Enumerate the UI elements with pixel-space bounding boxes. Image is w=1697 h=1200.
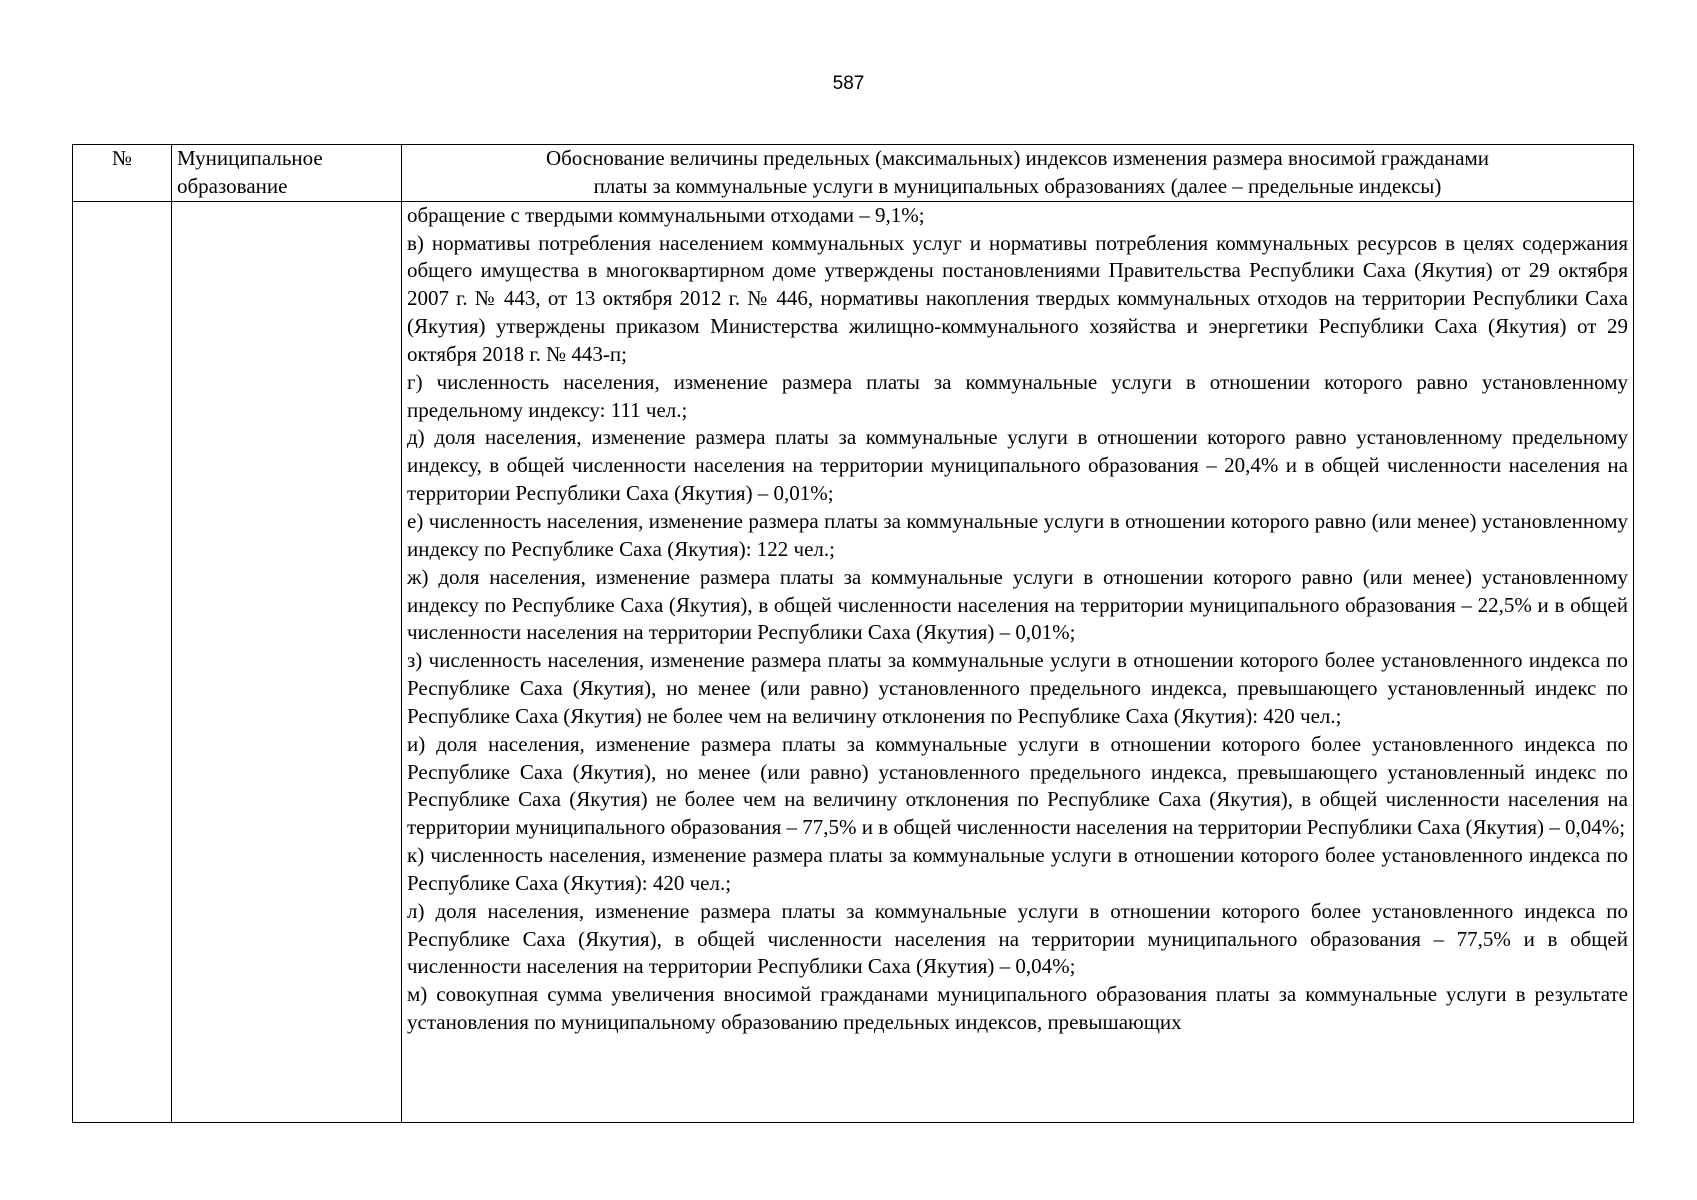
header-justification (402, 145, 1634, 202)
header-municipality-line-1: Муниципальное (177, 146, 323, 170)
paragraph-item: л) доля населения, изменение размера платы за коммунальные услуги в отношении которого более установленного индекса по Республике Саха (Якутия), в общей численности населения на территории муниципального образования – 77,5% и в общей численности населения на территории Республики Саха (Якутия) – 0,04%; (407, 898, 1628, 979)
paragraph-item: в) нормативы потребления населением коммунальных услуг и нормативы потребления коммунальных ресурсов в целях содержания общего имущества в многоквартирном доме утверждены постановлениями Правительства Республики Саха (Якутия) от 29 октября 2007 г. № 443, от 13 октября 2012 г. № 446, нормативы накопления твердых коммунальных отходов на территории Республики Саха (Якутия) утверждены приказом Министерства жилищно-коммунального хозяйства и энергетики Республики Саха (Якутия) от 29 октября 2018 г. № 443-п; (407, 230, 1628, 366)
header-justification-line-2: платы за коммунальные услуги в муниципальных образованиях (далее – предельные индексы) (593, 173, 1442, 198)
row-number-cell (73, 201, 172, 1122)
page-number: 587 (832, 73, 865, 94)
justification-table (72, 144, 1634, 1123)
paragraph-item: е) численность населения, изменение размера платы за коммунальные услуги в отношении которого равно (или менее) установленному индексу по Республике Саха (Якутия): 122 чел.; (407, 508, 1628, 561)
paragraph-item: з) численность населения, изменение размера платы за коммунальные услуги в отношении которого более установленного индекса по Республике Саха (Якутия), но менее (или равно) установленного предельного индекса, превышающего установленный индекс по Республике Саха (Якутия) не более чем на величину отклонения по Республике Саха (Якутия): 420 чел.; (407, 648, 1628, 728)
table-row (73, 201, 1634, 1122)
paragraph-item: м) совокупная сумма увеличения вносимой гражданами муниципального образования платы за коммунальные услуги в результате установления по муниципальному образованию предельных индексов, превышающих (407, 982, 1628, 1035)
row-municipality-cell (172, 201, 402, 1122)
paragraph-item: обращение с твердыми коммунальными отходами – 9,1%; (407, 202, 925, 227)
paragraph-item: д) доля населения, изменение размера платы за коммунальные услуги в отношении которого равно установленному предельному индексу, в общей численности населения на территории муниципального образования – 20,4% и в общей численности населения на территории Республики Саха (Якутия) – 0,01%; (407, 425, 1628, 506)
header-number: № (73, 145, 172, 202)
header-justification-line-1: Обоснование величины предельных (максимальных) индексов изменения размера вносимой гражданами (545, 146, 1490, 170)
paragraph-item: и) доля населения, изменение размера платы за коммунальные услуги в отношении которого более установленного индекса по Республике Саха (Якутия), но менее (или равно) установленного предельного индекса, превышающего установленный индекс по Республике Саха (Якутия) не более чем на величину отклонения по Республике Саха (Якутия), в общей численности населения на территории муниципального образования – 77,5% и в общей численности населения на территории Республики Саха (Якутия) – 0,04%; (407, 731, 1628, 840)
header-municipality (172, 145, 402, 202)
table-header-row (73, 145, 1634, 202)
paragraph-item: г) численность населения, изменение размера платы за коммунальные услуги в отношении которого равно установленному предельному индексу: 111 чел.; (407, 369, 1628, 422)
row-justification-cell (402, 201, 1634, 1122)
paragraph-item: к) численность населения, изменение размера платы за коммунальные услуги в отношении которого более установленного индекса по Республике Саха (Якутия): 420 чел.; (407, 843, 1628, 895)
header-municipality-line-2: образование (177, 173, 288, 198)
paragraph-item: ж) доля населения, изменение размера платы за коммунальные услуги в отношении которого равно (или менее) установленному индексу по Республике Саха (Якутия), в общей численности населения на территории муниципального образования – 22,5% и в общей численности населения на территории Республики Саха (Якутия) – 0,01%; (407, 564, 1628, 645)
